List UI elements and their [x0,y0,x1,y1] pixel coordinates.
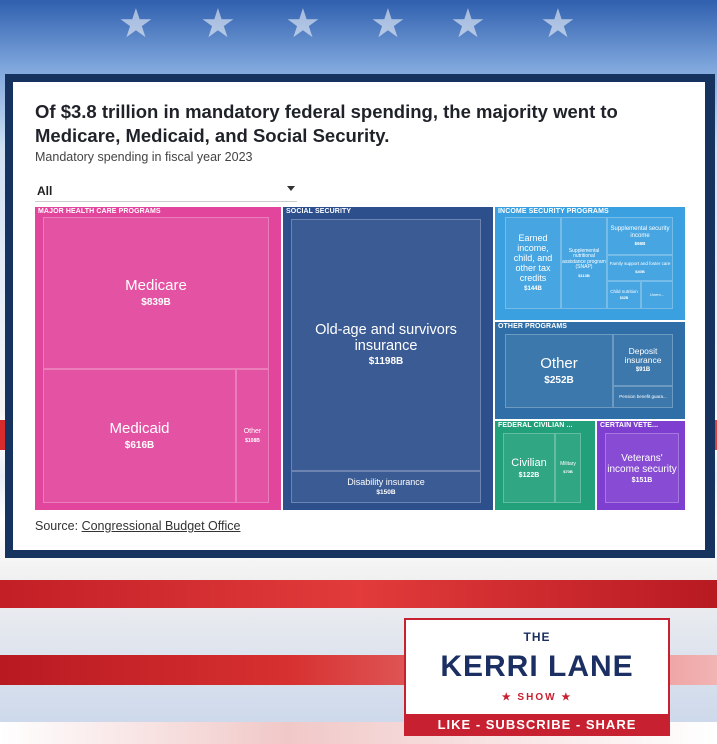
source-line [35,519,240,533]
logo-show-text: ★ SHOW ★ [501,692,573,703]
chart-card-inner [13,82,705,550]
treemap-item-name: Old-age and survivors insurance [315,321,457,354]
chevron-down-icon[interactable] [287,186,295,191]
treemap-group[interactable] [495,207,685,320]
treemap-item-name: Disability insurance [347,476,425,487]
treemap-group-label: SOCIAL SECURITY [286,208,352,215]
chart-subtitle: Mandatory spending in fiscal year 2023 [35,150,253,164]
chart-title: Of $3.8 trillion in mandatory federal spending, the majority went to Medicare, Medicaid, and Social Security. [35,101,618,146]
treemap-item[interactable] [641,281,673,309]
treemap-item-name: Family support and foster care [609,261,671,267]
treemap-item-value: $1198B [368,356,404,368]
treemap-item-name: Pension benefit guara... [619,393,667,399]
treemap-group-label: FEDERAL CIVILIAN ... [498,422,573,429]
treemap-group-label: OTHER PROGRAMS [498,323,568,330]
treemap-item[interactable] [607,217,673,255]
treemap-item[interactable] [291,219,481,471]
treemap-item-value: $40B [635,268,645,274]
source-link[interactable]: Congressional Budget Office [81,519,241,533]
treemap-item[interactable] [613,334,673,386]
treemap-item-name: Unem... [649,291,664,297]
treemap-item-value: $70B [563,469,573,475]
treemap-item-name: Child nutrition [610,288,638,294]
category-filter-dropdown[interactable] [35,178,297,202]
treemap-group-label: CERTAIN VETE... [600,422,659,429]
treemap-item[interactable] [236,369,269,503]
treemap-item[interactable] [605,433,679,503]
treemap-item[interactable] [503,433,555,503]
treemap-item-value: $616B [124,439,155,451]
treemap-group[interactable] [283,207,493,510]
treemap-item-name: Medicaid [109,420,170,438]
source-label: Source: [35,519,79,533]
treemap-item-value: $151B [631,476,653,484]
dropdown-selected-value: All [37,184,53,198]
treemap-item[interactable] [43,217,269,369]
treemap-item-name: Other [243,428,262,436]
treemap-item[interactable] [607,255,673,281]
treemap-item-value: $144B [524,285,542,292]
treemap-item-value: $91B [635,367,651,374]
treemap-item-value: $66B [634,241,646,247]
treemap-item-value: $113B [578,272,590,278]
treemap-item-name: Military [560,460,576,467]
logo-name-text: KERRI LANE [440,650,634,683]
treemap-item-name: Supplemental nutritional assistance program (SNAP) [562,247,606,270]
treemap-item[interactable] [43,369,236,503]
treemap-item-value: $32B [619,296,629,301]
treemap [35,207,685,510]
treemap-group-label: MAJOR HEALTH CARE PROGRAMS [38,208,161,215]
treemap-item-name: Civilian [511,457,547,470]
treemap-item[interactable] [607,281,641,309]
treemap-group[interactable] [495,322,685,419]
treemap-item-name: Earned income, child, and other tax credits [513,233,553,283]
treemap-item-value: $150B [376,489,396,497]
show-logo [404,618,670,736]
background-stripe [0,580,717,608]
treemap-item[interactable] [613,386,673,408]
treemap-item[interactable] [505,217,561,309]
logo-the-text: THE [523,630,551,644]
treemap-item-name: Deposit insurance [624,345,662,365]
treemap-item-name: Supplemental security income [610,225,670,239]
treemap-group[interactable] [35,207,281,510]
treemap-item[interactable] [561,217,607,309]
treemap-item-value: $122B [518,471,540,479]
treemap-item-name: Other [540,355,578,373]
treemap-item[interactable] [291,471,481,503]
treemap-item-value: $108B [245,437,260,444]
treemap-item[interactable] [505,334,613,408]
treemap-item-name: Medicare [125,277,187,295]
treemap-item-value: $839B [141,296,171,308]
treemap-group[interactable] [495,421,595,510]
treemap-item[interactable] [555,433,581,503]
treemap-item-name: Veterans' income security [607,452,677,475]
chart-card [5,74,715,558]
treemap-group-label: INCOME SECURITY PROGRAMS [498,208,609,215]
treemap-group[interactable] [597,421,685,510]
treemap-item-value: $252B [544,374,574,386]
background-stars: ★ ★ ★ ★ ★ ★ [118,1,576,47]
logo-cta-banner: LIKE - SUBSCRIBE - SHARE [406,714,668,736]
